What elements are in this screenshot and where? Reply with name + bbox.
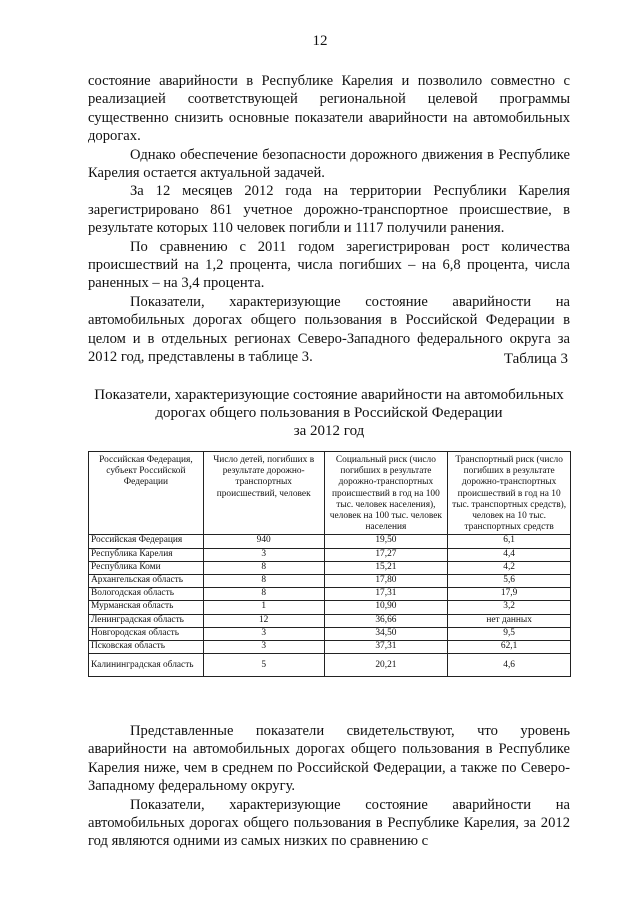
- transport-risk-cell: нет данных: [448, 614, 571, 627]
- children-killed-cell: 940: [203, 535, 324, 548]
- region-cell: Калининградская область: [89, 654, 204, 677]
- column-header-social-risk: Социальный риск (число погибших в результате дорожно-транспортных происшествий в год на 100 тыс. человек населения), человек на 100 тыс. человек населения: [324, 452, 448, 535]
- table-row: [89, 561, 571, 574]
- social-risk-cell: 19,50: [324, 535, 448, 548]
- children-killed-cell: 3: [203, 548, 324, 561]
- transport-risk-cell: 3,2: [448, 601, 571, 614]
- page-number: 12: [312, 33, 328, 49]
- data-table: [88, 451, 571, 677]
- table-header-row: [89, 452, 571, 535]
- children-killed-cell: 3: [203, 627, 324, 640]
- children-killed-cell: 8: [203, 574, 324, 587]
- region-cell: Мурманская область: [89, 601, 204, 614]
- transport-risk-cell: 17,9: [448, 588, 571, 601]
- table-title-line: за 2012 год: [293, 423, 365, 439]
- paragraph: За 12 месяцев 2012 года на территории Республики Карелия зарегистрировано 861 учетное дорожно-транспортное происшествие, в результате которых 110 человек погибли и 1117 получили ранения.: [88, 183, 570, 237]
- transport-risk-cell: 62,1: [448, 640, 571, 653]
- transport-risk-cell: 4,4: [448, 548, 571, 561]
- transport-risk-cell: 9,5: [448, 627, 571, 640]
- social-risk-cell: 15,21: [324, 561, 448, 574]
- paragraph: По сравнению с 2011 годом зарегистрирован рост количества происшествий на 1,2 процента, числа погибших – на 6,8 процента, числа раненных – на 3,4 процента.: [88, 238, 570, 292]
- table-row: [89, 614, 571, 627]
- region-cell: Российская Федерация: [89, 535, 204, 548]
- children-killed-cell: 1: [203, 601, 324, 614]
- transport-risk-cell: 4,2: [448, 561, 571, 574]
- paragraph: Однако обеспечение безопасности дорожного движения в Республике Карелия остается актуальной задачей.: [88, 146, 570, 182]
- table-row: [89, 640, 571, 653]
- region-cell: Республика Коми: [89, 561, 204, 574]
- column-header-children-killed: Число детей, погибших в результате дорожно-транспортных происшествий, человек: [203, 452, 324, 535]
- bottom-text-block: [88, 722, 570, 851]
- children-killed-cell: 5: [203, 654, 324, 677]
- social-risk-cell: 17,31: [324, 588, 448, 601]
- table-title: [88, 386, 570, 440]
- transport-risk-cell: 6,1: [448, 535, 571, 548]
- table-row: [89, 588, 571, 601]
- region-cell: Новгородская область: [89, 627, 204, 640]
- transport-risk-cell: 4,6: [448, 654, 571, 677]
- social-risk-cell: 36,66: [324, 614, 448, 627]
- table-title-line: дорогах общего пользования в Российской Федерации: [155, 405, 503, 421]
- paragraph: Показатели, характеризующие состояние аварийности на автомобильных дорогах общего пользования в Республике Карелия, за 2012 год являются одними из самых низких по сравнению с: [88, 796, 570, 850]
- region-cell: Ленинградская область: [89, 614, 204, 627]
- social-risk-cell: 20,21: [324, 654, 448, 677]
- column-header-transport-risk: Транспортный риск (число погибших в результате дорожно-транспортных происшествий в год на 10 тыс. транспортных средств), человек на 10 тыс. транспортных средств: [448, 452, 571, 535]
- column-header-region: Российская Федерация, субъект Российской Федерации: [89, 452, 204, 535]
- social-risk-cell: 10,90: [324, 601, 448, 614]
- paragraph: состояние аварийности в Республике Карелия и позволило совместно с реализацией соответствующей региональной целевой программы существенно снизить основные показатели аварийности на автомобильных дорогах.: [88, 73, 570, 145]
- social-risk-cell: 17,80: [324, 574, 448, 587]
- social-risk-cell: 17,27: [324, 548, 448, 561]
- children-killed-cell: 3: [203, 640, 324, 653]
- table-row: [89, 627, 571, 640]
- region-cell: Архангельская область: [89, 574, 204, 587]
- transport-risk-cell: 5,6: [448, 574, 571, 587]
- social-risk-cell: 37,31: [324, 640, 448, 653]
- table-row: [89, 535, 571, 548]
- children-killed-cell: 8: [203, 561, 324, 574]
- paragraph: Представленные показатели свидетельствуют, что уровень аварийности на автомобильных дорогах общего пользования в Республике Карелия ниже, чем в среднем по Российской Федерации, а также по Северо-Западному федеральному округу.: [88, 723, 570, 795]
- table-row: [89, 654, 571, 677]
- table-row: [89, 574, 571, 587]
- data-table-wrapper: [88, 451, 571, 677]
- top-text-block: [88, 72, 570, 367]
- table-title-line: Показатели, характеризующие состояние аварийности на автомобильных: [94, 387, 564, 403]
- region-cell: Вологодская область: [89, 588, 204, 601]
- table-row: [89, 601, 571, 614]
- table-label: Таблица 3: [503, 351, 568, 367]
- children-killed-cell: 12: [203, 614, 324, 627]
- social-risk-cell: 34,50: [324, 627, 448, 640]
- children-killed-cell: 8: [203, 588, 324, 601]
- table-row: [89, 548, 571, 561]
- region-cell: Республика Карелия: [89, 548, 204, 561]
- paragraph: Показатели, характеризующие состояние аварийности на автомобильных дорогах общего пользования в Российской Федерации в целом и в отдельных регионах Северо-Западного федерального округа за 2012 год, представлены в таблице 3.: [88, 293, 570, 366]
- region-cell: Псковская область: [89, 640, 204, 653]
